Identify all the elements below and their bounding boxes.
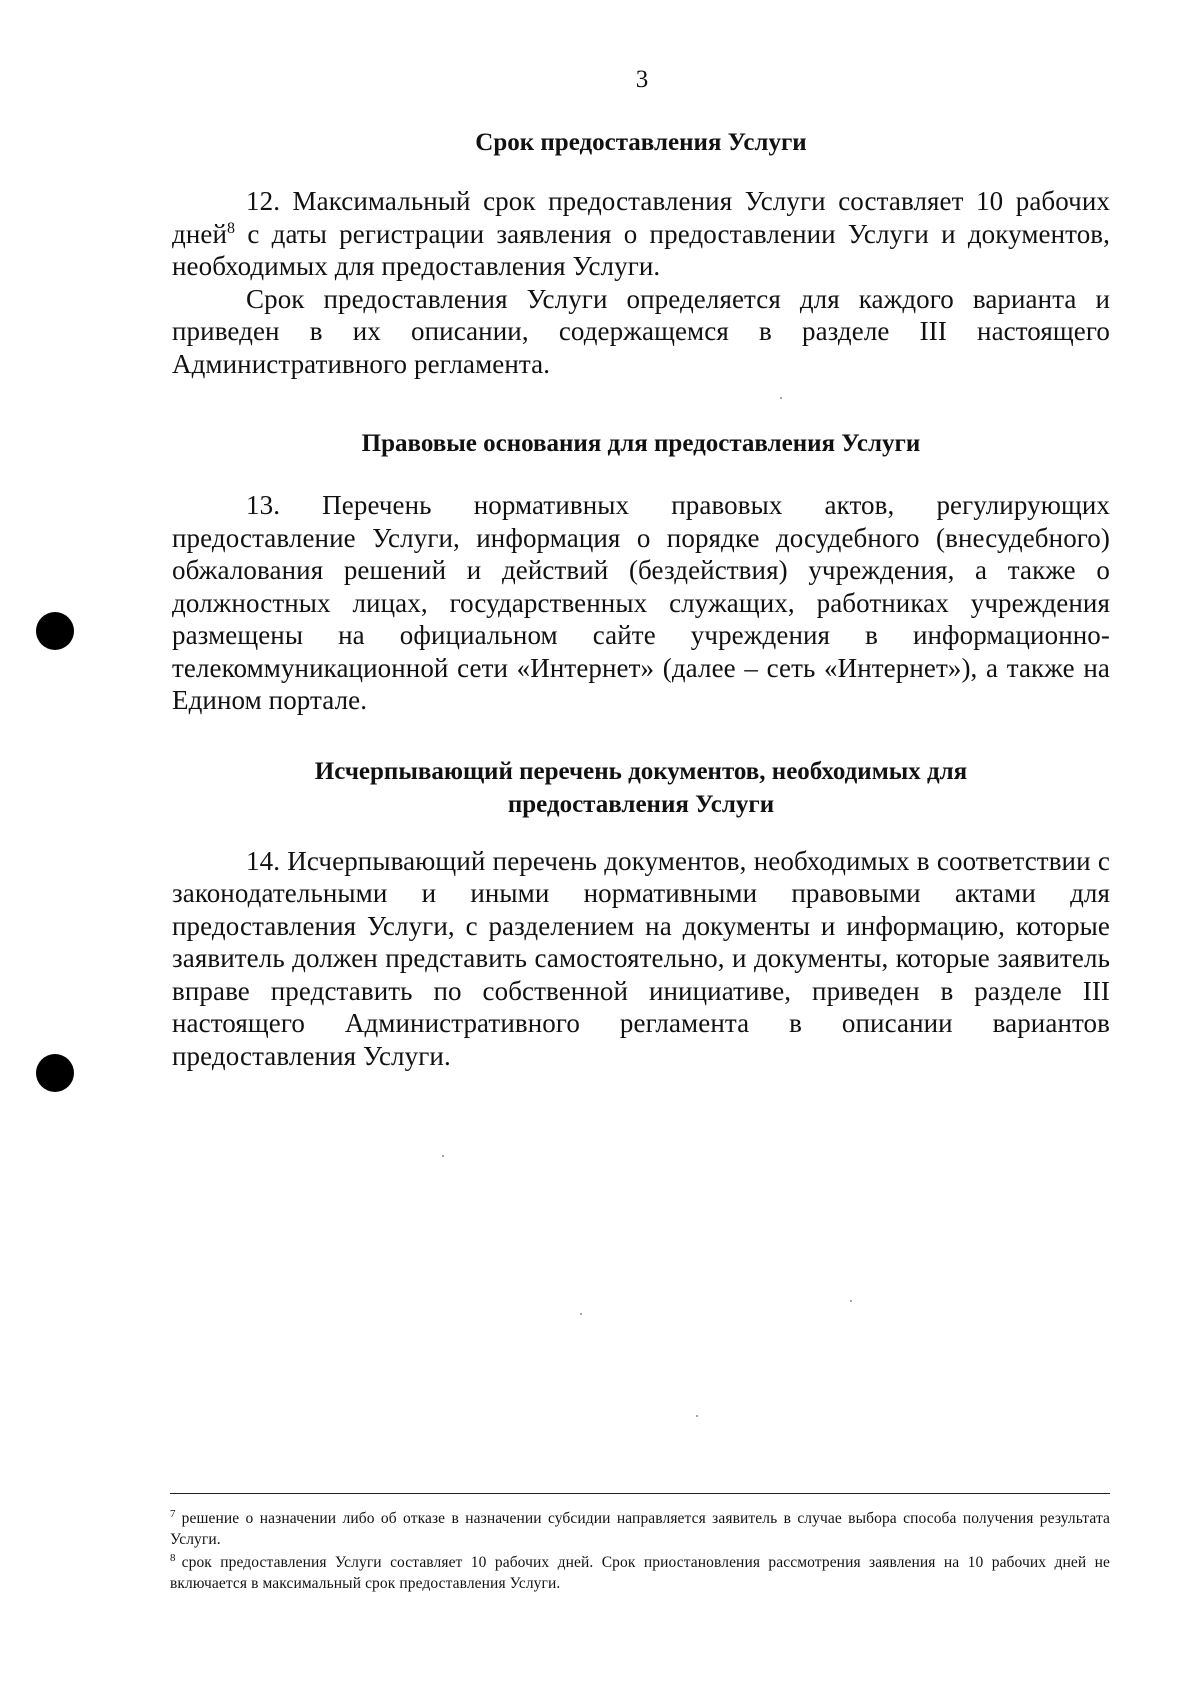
paragraph-12 bbox=[172, 185, 1110, 283]
scan-speck bbox=[780, 397, 782, 399]
scan-speck bbox=[850, 1300, 852, 1302]
page-number: 3 bbox=[635, 66, 649, 93]
scan-speck bbox=[580, 1313, 582, 1315]
punch-hole-mark bbox=[36, 612, 74, 650]
footnote-mark-7: 7 bbox=[170, 1507, 176, 1520]
footnote-7 bbox=[170, 1508, 1110, 1550]
footnote-8-text: срок предоставления Услуги составляет 10 рабочих дней. Срок приостановления рассмотрения заявления на 10 рабочих дней не включается в максимальный срок предоставления Услуги. bbox=[170, 1554, 1110, 1592]
paragraph-term-variant: Срок предоставления Услуги определяется для каждого варианта и приведен в их описании, содержащемся в разделе III настоящего Административного регламента. bbox=[172, 283, 1110, 379]
section-heading-document-list-line1: Исчерпывающий перечень документов, необходимых для bbox=[314, 757, 968, 785]
scan-speck bbox=[442, 1155, 444, 1157]
footnote-ref-8: 8 bbox=[227, 219, 236, 237]
paragraph-13: 13. Перечень нормативных правовых актов, регулирующих предоставление Услуги, информация о порядке досудебного (внесудебного) обжалования решений и действий (бездействия) учреждения, а также о должностных лицах, государственных служащих, работниках учреждения размещены на официальном сайте учреждения в информационно-телекоммуникационной сети «Интернет» (далее – сеть «Интернет»), а также на Едином портале. bbox=[172, 490, 1110, 715]
footnote-mark-8: 8 bbox=[170, 1551, 176, 1564]
section-heading-document-list bbox=[172, 755, 1110, 821]
paragraph-12-text-start: 12. Максимальный срок предоставления Услуги составляет 10 рабочих дней bbox=[172, 186, 1110, 249]
punch-hole-mark bbox=[36, 1054, 74, 1092]
footnote-separator bbox=[170, 1493, 1110, 1494]
section-heading-service-term: Срок предоставления Услуги bbox=[475, 129, 807, 156]
section-heading-document-list-line2: предоставления Услуги bbox=[507, 790, 775, 818]
paragraph-12-text-end: с даты регистрации заявления о предоставлении Услуги и документов, необходимых для предоставления Услуги. bbox=[172, 218, 1110, 281]
paragraph-14: 14. Исчерпывающий перечень документов, необходимых в соответствии с законодательными и иными нормативными правовыми актами для предоставления Услуги, с разделением на документы и информацию, которые заявитель должен представить самостоятельно, и документы, которые заявитель вправе представить по собственной инициативе, приведен в разделе III настоящего Административного регламента в описании вариантов предоставления Услуги. bbox=[172, 845, 1110, 1071]
scan-speck bbox=[696, 1415, 698, 1417]
section-heading-legal-basis: Правовые основания для предоставления Услуги bbox=[361, 430, 921, 457]
footnote-7-text: решение о назначении либо об отказе в назначении субсидии направляется заявитель в случае выбора способа получения результата Услуги. bbox=[170, 1510, 1110, 1548]
page-content bbox=[172, 116, 1110, 1072]
footnote-8 bbox=[170, 1552, 1110, 1594]
footnotes bbox=[170, 1508, 1110, 1594]
